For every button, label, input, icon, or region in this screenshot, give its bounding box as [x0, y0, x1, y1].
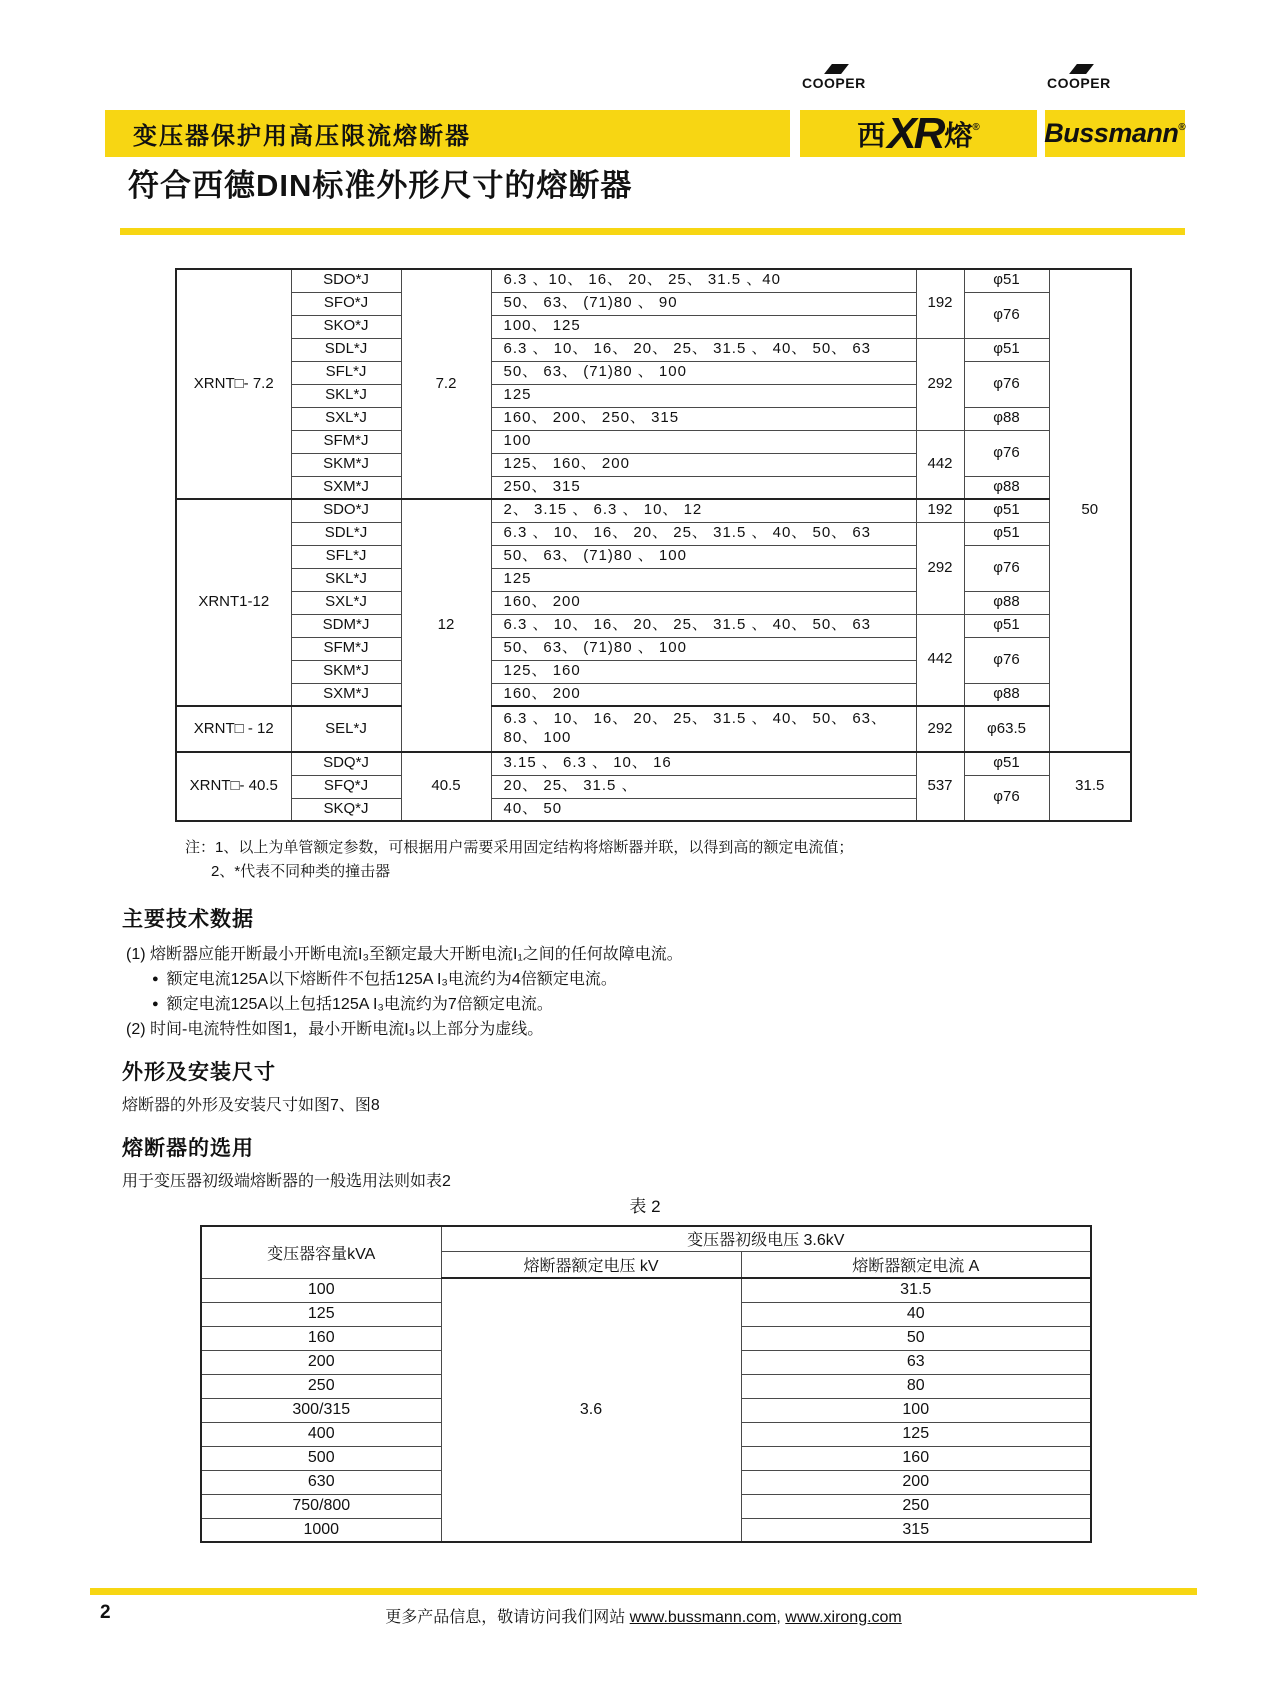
- fuse-current-ratings-cell: 125: [491, 384, 916, 407]
- fuse-current-ratings-cell: 250、 315: [491, 476, 916, 499]
- fuse-model-cell: SDQ*J: [291, 752, 401, 775]
- table2-row: [201, 1278, 1091, 1302]
- section-title-tech-data: 主要技术数据: [122, 908, 254, 931]
- amp-cell: 40: [741, 1302, 1091, 1326]
- cooper-logo: [802, 64, 897, 93]
- amp-cell: 63: [741, 1350, 1091, 1374]
- fuse-ratings-table: [175, 268, 1132, 822]
- fuse-length-cell: 292: [916, 338, 964, 430]
- xirong-char-left: 西: [857, 119, 886, 151]
- page-number: 2: [100, 1602, 111, 1623]
- fuse-model-cell: SKM*J: [291, 660, 401, 683]
- fuse-diameter-cell: φ51: [964, 338, 1049, 361]
- fuse-current-ratings-cell: 125: [491, 568, 916, 591]
- fuse-row: [176, 683, 1131, 706]
- fuse-row: [176, 499, 1131, 522]
- fuse-current-ratings-cell: 100、 125: [491, 315, 916, 338]
- fuse-diameter-cell: φ51: [964, 269, 1049, 292]
- fuse-model-cell: SKL*J: [291, 568, 401, 591]
- fuse-model-cell: SFM*J: [291, 430, 401, 453]
- fuse-model-cell: SKM*J: [291, 453, 401, 476]
- amp-cell: 160: [741, 1446, 1091, 1470]
- fuse-diameter-cell: φ51: [964, 522, 1049, 545]
- fuse-model-cell: SFO*J: [291, 292, 401, 315]
- xirong-char-right: 熔: [944, 119, 973, 151]
- fuse-row: [176, 269, 1131, 292]
- fuse-model-cell: SDO*J: [291, 499, 401, 522]
- fuse-diameter-cell: φ51: [964, 499, 1049, 522]
- fuse-current-ratings-cell: [491, 706, 916, 752]
- fuse-type-cell: XRNT□- 40.5: [176, 752, 291, 821]
- fuse-current-ratings-cell: 125、 160、 200: [491, 453, 916, 476]
- fuse-model-cell: SDO*J: [291, 269, 401, 292]
- fuse-diameter-cell: φ51: [964, 614, 1049, 637]
- tech-bullet-1-text: 额定电流125A以下熔断件不包括125A I₃电流约为4倍额定电流。: [166, 971, 617, 988]
- table2-col2-header: 熔断器额定电压 kV: [441, 1251, 741, 1278]
- fuse-current-ratings-cell: 50、 63、 (71)80 、 100: [491, 545, 916, 568]
- fuse-model-cell: SDL*J: [291, 522, 401, 545]
- fuse-row: [176, 476, 1131, 499]
- kva-cell: 400: [201, 1422, 441, 1446]
- fuse-current-ratings-cell: 6.3 、10、 16、 20、 25、 31.5 、40: [491, 269, 916, 292]
- fuse-diameter-cell: φ76: [964, 775, 1049, 821]
- fuse-model-cell: SEL*J: [291, 706, 401, 752]
- kva-cell: 160: [201, 1326, 441, 1350]
- table2-group-header: 变压器初级电压 3.6kV: [441, 1226, 1091, 1251]
- fuse-model-cell: SXL*J: [291, 591, 401, 614]
- table-note-2: 2、*代表不同种类的撞击器: [211, 863, 391, 880]
- bussmann-wordmark: Bussmann: [1044, 118, 1179, 148]
- xr-mark: XR: [887, 108, 943, 158]
- fuse-diameter-cell: φ76: [964, 361, 1049, 407]
- fuse-row: [176, 338, 1131, 361]
- table-note-1: 注：1、以上为单管额定参数，可根据用户需要采用固定结构将熔断器并联，以得到高的额定电流值；: [185, 839, 854, 856]
- registered-mark-icon: ®: [972, 122, 980, 133]
- fuse-diameter-cell: φ88: [964, 407, 1049, 430]
- fuse-model-cell: SXL*J: [291, 407, 401, 430]
- bullet-icon: ●: [152, 998, 159, 1010]
- amp-cell: 250: [741, 1494, 1091, 1518]
- fuse-current-ratings-cell: 20、 25、 31.5 、: [491, 775, 916, 798]
- fuse-voltage-cell: 12: [401, 499, 491, 752]
- fuse-diameter-cell: φ76: [964, 637, 1049, 683]
- fuse-current-ratings-cell: 3.15 、 6.3 、 10、 16: [491, 752, 916, 775]
- fuse-type-cell: XRNT1-12: [176, 499, 291, 706]
- fuse-diameter-cell: φ88: [964, 591, 1049, 614]
- amp-cell: 80: [741, 1374, 1091, 1398]
- fuse-diameter-cell: φ76: [964, 292, 1049, 338]
- fuse-current-ratings-cell: 160、 200: [491, 683, 916, 706]
- table2-col3-header: 熔断器额定电流 A: [741, 1251, 1091, 1278]
- tech-bullet-2-text: 额定电流125A以上包括125A I₃电流约为7倍额定电流。: [166, 996, 553, 1013]
- fuse-current-ratings-cell: 40、 50: [491, 798, 916, 821]
- fuse-current-ratings-cell: 160、 200: [491, 591, 916, 614]
- fuse-current-ratings-cell: 6.3 、 10、 16、 20、 25、 31.5 、 40、 50、 63: [491, 614, 916, 637]
- fuse-current-ratings-cell: 50、 63、 (71)80 、 100: [491, 637, 916, 660]
- cooper-wordmark: COOPER: [802, 75, 866, 91]
- title-underline-rule: [120, 228, 1185, 235]
- fuse-model-cell: SKO*J: [291, 315, 401, 338]
- tech-paragraph-2: (2) 时间-电流特性如图1，最小开断电流I₃以上部分为虚线。: [126, 1021, 544, 1038]
- fuse-type-cell: XRNT□ - 12: [176, 706, 291, 752]
- tech-paragraph-1: (1) 熔断器应能开断最小开断电流I₃至额定最大开断电流I₁之间的任何故障电流。: [126, 946, 683, 963]
- fuse-row: [176, 775, 1131, 798]
- fuse-diameter-cell: φ88: [964, 683, 1049, 706]
- fuse-model-cell: SDL*J: [291, 338, 401, 361]
- fuse-length-cell: 192: [916, 499, 964, 522]
- fuse-current-ratings-cell: 50、 63、 (71)80 、 90: [491, 292, 916, 315]
- kva-cell: 630: [201, 1470, 441, 1494]
- fuse-model-cell: SDM*J: [291, 614, 401, 637]
- footer-separator: ,: [776, 1609, 786, 1626]
- fuse-current-ratings-cell: 6.3 、 10、 16、 20、 25、 31.5 、 40、 50、 63: [491, 338, 916, 361]
- footer-rule: [90, 1588, 1197, 1595]
- fuse-breaking-current-cell: 31.5: [1049, 752, 1131, 821]
- kva-cell: 125: [201, 1302, 441, 1326]
- table2-col1-header: 变压器容量kVA: [201, 1226, 441, 1278]
- fuse-model-cell: SFL*J: [291, 545, 401, 568]
- fuse-model-cell: SFL*J: [291, 361, 401, 384]
- cooper-flag-icon: [1069, 64, 1094, 74]
- fuse-length-cell: 442: [916, 430, 964, 499]
- selection-body: 用于变压器初级端熔断器的一般选用法则如表2: [122, 1173, 451, 1190]
- fuse-row: [176, 637, 1131, 660]
- footer-text-prefix: 更多产品信息，敬请访问我们网站: [385, 1609, 630, 1626]
- fuse-model-cell: SFM*J: [291, 637, 401, 660]
- fuse-voltage-cell: 7.2: [401, 269, 491, 499]
- table2-caption: 表 2: [629, 1197, 661, 1216]
- fuse-diameter-cell: φ76: [964, 545, 1049, 591]
- fuse-model-cell: SKQ*J: [291, 798, 401, 821]
- amp-cell: 200: [741, 1470, 1091, 1494]
- fuse-row: [176, 407, 1131, 430]
- tech-bullet-1: [152, 966, 617, 989]
- fuse-current-ratings-cell: 160、 200、 250、 315: [491, 407, 916, 430]
- fuse-row: [176, 522, 1131, 545]
- xirong-link[interactable]: www.xirong.com: [785, 1609, 902, 1626]
- bussmann-link[interactable]: www.bussmann.com: [629, 1609, 777, 1626]
- dimensions-body: 熔断器的外形及安装尺寸如图7、图8: [122, 1097, 380, 1114]
- fuse-current-ratings-cell: 6.3 、 10、 16、 20、 25、 31.5 、 40、 50、 63: [491, 522, 916, 545]
- fuse-row: [176, 430, 1131, 453]
- fuse-row: [176, 614, 1131, 637]
- fuse-type-cell: XRNT□- 7.2: [176, 269, 291, 499]
- amp-cell: 100: [741, 1398, 1091, 1422]
- kva-cell: 200: [201, 1350, 441, 1374]
- section-title-dimensions: 外形及安装尺寸: [122, 1061, 276, 1084]
- fuse-row: [176, 545, 1131, 568]
- rated-voltage-cell: 3.6: [441, 1278, 741, 1542]
- fuse-model-cell: SKL*J: [291, 384, 401, 407]
- kva-cell: 300/315: [201, 1398, 441, 1422]
- fuse-diameter-cell: φ88: [964, 476, 1049, 499]
- amp-cell: 50: [741, 1326, 1091, 1350]
- table2-header-row-1: [201, 1226, 1091, 1251]
- fuse-diameter-cell: φ51: [964, 752, 1049, 775]
- fuse-length-cell: 192: [916, 269, 964, 338]
- fuse-length-cell: 442: [916, 614, 964, 706]
- fuse-row: [176, 752, 1131, 775]
- fuse-current-ratings-line1: 6.3 、 10、 16、 20、 25、 31.5 、 40、 50、 63、: [503, 710, 888, 728]
- fuse-length-cell: 292: [916, 522, 964, 614]
- fuse-current-ratings-cell: 100: [491, 430, 916, 453]
- header-category-bar: [105, 110, 790, 157]
- fuse-length-cell: 537: [916, 752, 964, 821]
- fuse-row: [176, 591, 1131, 614]
- cooper-wordmark: COOPER: [1047, 75, 1111, 91]
- fuse-voltage-cell: 40.5: [401, 752, 491, 821]
- fuse-length-cell: 292: [916, 706, 964, 752]
- fuse-selection-table: [200, 1225, 1092, 1543]
- amp-cell: 125: [741, 1422, 1091, 1446]
- amp-cell: 315: [741, 1518, 1091, 1542]
- fuse-breaking-current-cell: 50: [1049, 269, 1131, 752]
- fuse-diameter-cell: φ63.5: [964, 706, 1049, 752]
- fuse-current-ratings-cell: 2、 3.15 、 6.3 、 10、 12: [491, 499, 916, 522]
- tech-bullet-2: [152, 991, 553, 1014]
- kva-cell: 250: [201, 1374, 441, 1398]
- fuse-current-ratings-cell: 125、 160: [491, 660, 916, 683]
- kva-cell: 1000: [201, 1518, 441, 1542]
- page-title: 符合西德DIN标准外形尺寸的熔断器: [128, 168, 633, 203]
- fuse-current-ratings-cell: 50、 63、 (71)80 、 100: [491, 361, 916, 384]
- category-title: 变压器保护用高压限流熔断器: [133, 123, 471, 150]
- fuse-diameter-cell: φ76: [964, 430, 1049, 476]
- fuse-row: [176, 706, 1131, 752]
- fuse-model-cell: SXM*J: [291, 683, 401, 706]
- amp-cell: 31.5: [741, 1278, 1091, 1302]
- cooper-logo: [1047, 64, 1142, 93]
- fuse-model-cell: SXM*J: [291, 476, 401, 499]
- footer-text: [0, 1604, 1287, 1627]
- fuse-row: [176, 292, 1131, 315]
- cooper-flag-icon: [824, 64, 849, 74]
- bullet-icon: ●: [152, 973, 159, 985]
- kva-cell: 500: [201, 1446, 441, 1470]
- kva-cell: 750/800: [201, 1494, 441, 1518]
- xirong-logo: [800, 110, 1037, 157]
- fuse-row: [176, 361, 1131, 384]
- bussmann-logo: [1045, 110, 1185, 157]
- fuse-model-cell: SFQ*J: [291, 775, 401, 798]
- kva-cell: 100: [201, 1278, 441, 1302]
- registered-mark-icon: ®: [1178, 122, 1186, 133]
- fuse-current-ratings-line2: 80、 100: [503, 729, 572, 746]
- section-title-selection: 熔断器的选用: [122, 1137, 254, 1160]
